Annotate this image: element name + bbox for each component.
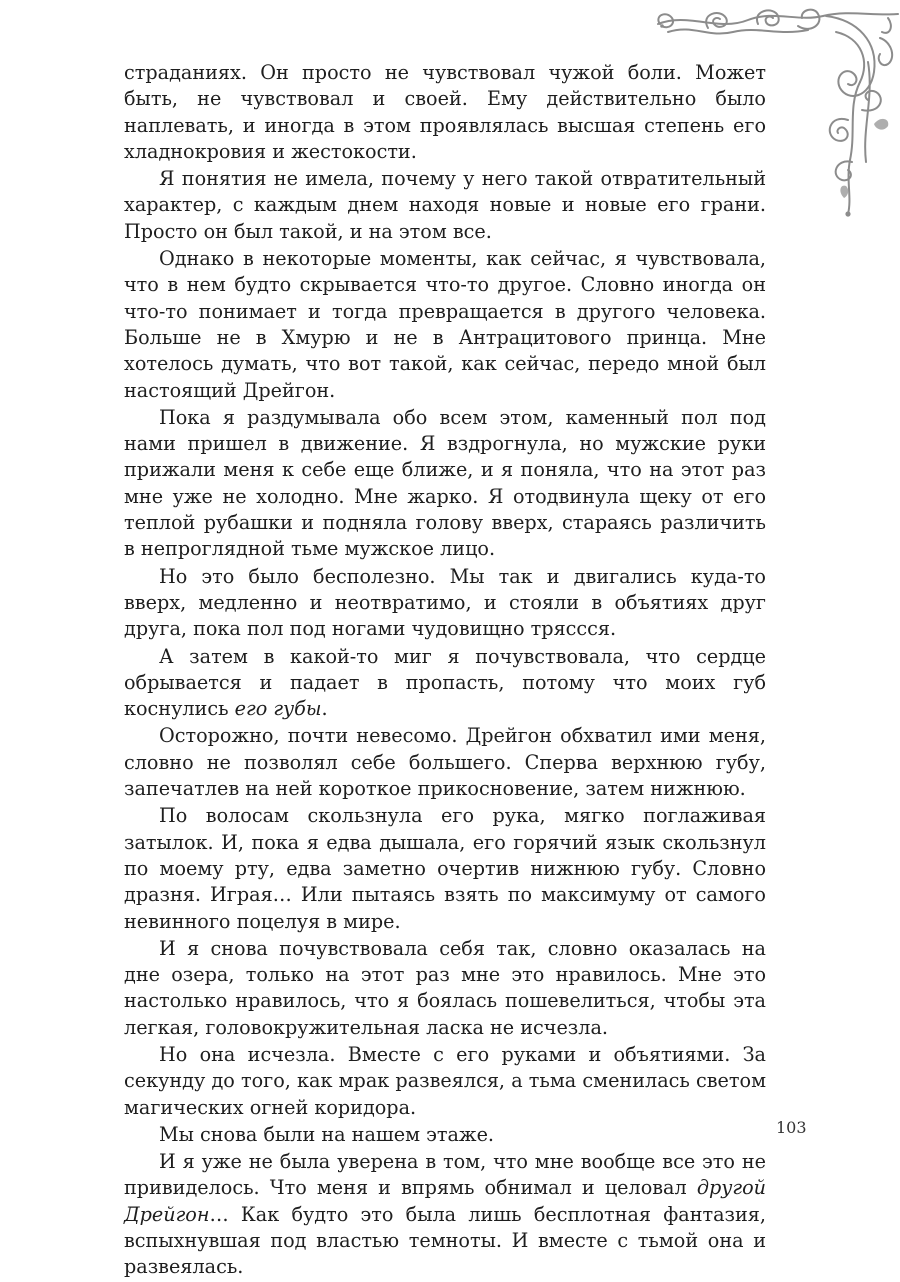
paragraph <box>124 723 766 802</box>
text-run: Однако в некоторые моменты, как сейчас, я чувствовала, что в нем будто скрывается что-то другое. Словно иногда он что-то понимает и тогда превращается в другого человека. Больше не в Хмурю и не в Антрацитового принца. Мне хотелось думать, что вот такой, как сейчас, передо мной был настоящий Дрейгон. <box>124 247 766 402</box>
body-text <box>124 60 766 1282</box>
text-run: А затем в какой-то миг я почувствовала, что сердце обрывается и падает в пропасть, потому что моих губ коснулись <box>124 644 766 721</box>
paragraph <box>124 1042 766 1121</box>
paragraph <box>124 1122 766 1148</box>
paragraph <box>124 166 766 245</box>
text-run: Но она исчезла. Вместе с его руками и объятиями. За секунду до того, как мрак развеялся, а тьма сменилась светом магических огней коридора. <box>124 1042 766 1119</box>
text-run: страданиях. Он просто не чувствовал чужой боли. Может быть, не чувствовал и своей. Ему действительно было наплевать, и иногда в этом проявлялась высшая степень его хладнокровия и жестокости. <box>124 61 766 163</box>
italic-text: другой Дрейгон <box>124 1176 766 1226</box>
paragraph <box>124 405 766 563</box>
text-run: И я уже не была уверена в том, что мне вообще все это не привиделось. Что меня и впрямь обнимал и целовал <box>124 1150 766 1200</box>
text-run: Я понятия не имела, почему у него такой отвратительный характер, с каждым днем находя новые и новые его грани. Просто он был такой, и на этом все. <box>124 167 766 243</box>
paragraph <box>124 1149 766 1280</box>
text-run: Осторожно, почти невесомо. Дрейгон обхватил ими меня, словно не позволял себе большего. Сперва верхнюю губу, запечатлев на ней короткое прикосновение, затем нижнюю. <box>124 724 766 801</box>
text-run: Мы снова были на нашем этаже. <box>159 1122 495 1146</box>
text-run: . <box>321 697 328 721</box>
page-number: 103 <box>776 1118 807 1137</box>
paragraph <box>124 564 766 643</box>
paragraph <box>124 60 766 165</box>
text-run: По волосам скользнула его рука, мягко поглаживая затылок. И, пока я едва дышала, его горячий язык скользнул по моему рту, едва заметно очертив нижнюю губу. Словно дразня. Играя… Или пытаясь взять по максимуму от самого невинного поцелуя в мире. <box>124 804 766 933</box>
text-run: И я снова почувствовала себя так, словно оказалась на дне озера, только на этот раз мне это нравилось. Мне это настолько нравилось, что я боялась пошевелиться, чтобы эта легкая, головокружительная ласка не исчезла. <box>124 936 766 1039</box>
paragraph <box>124 936 766 1041</box>
paragraph <box>124 803 766 934</box>
paragraph <box>124 246 766 404</box>
text-run: … Как будто это была лишь бесплотная фантазия, вспыхнувшая под властью темноты. И вместе с тьмой она и развеялась. <box>124 1202 766 1279</box>
text-run: Но это было бесполезно. Мы так и двигались куда-то вверх, медленно и неотвратимо, и стояли в объятиях друг друга, пока пол под ногами чудовищно тряссся. <box>124 564 766 641</box>
text-run: Пока я раздумывала обо всем этом, каменный пол под нами пришел в движение. Я вздрогнула, но мужские руки прижали меня к себе еще ближе, и я поняла, что на этот раз мне уже не холодно. Мне жарко. Я отодвинула щеку от его теплой рубашки и подняла голову вверх, стараясь различить в непроглядной тьме мужское лицо. <box>124 405 766 561</box>
paragraph <box>124 644 766 723</box>
italic-text: его губы <box>234 697 322 721</box>
